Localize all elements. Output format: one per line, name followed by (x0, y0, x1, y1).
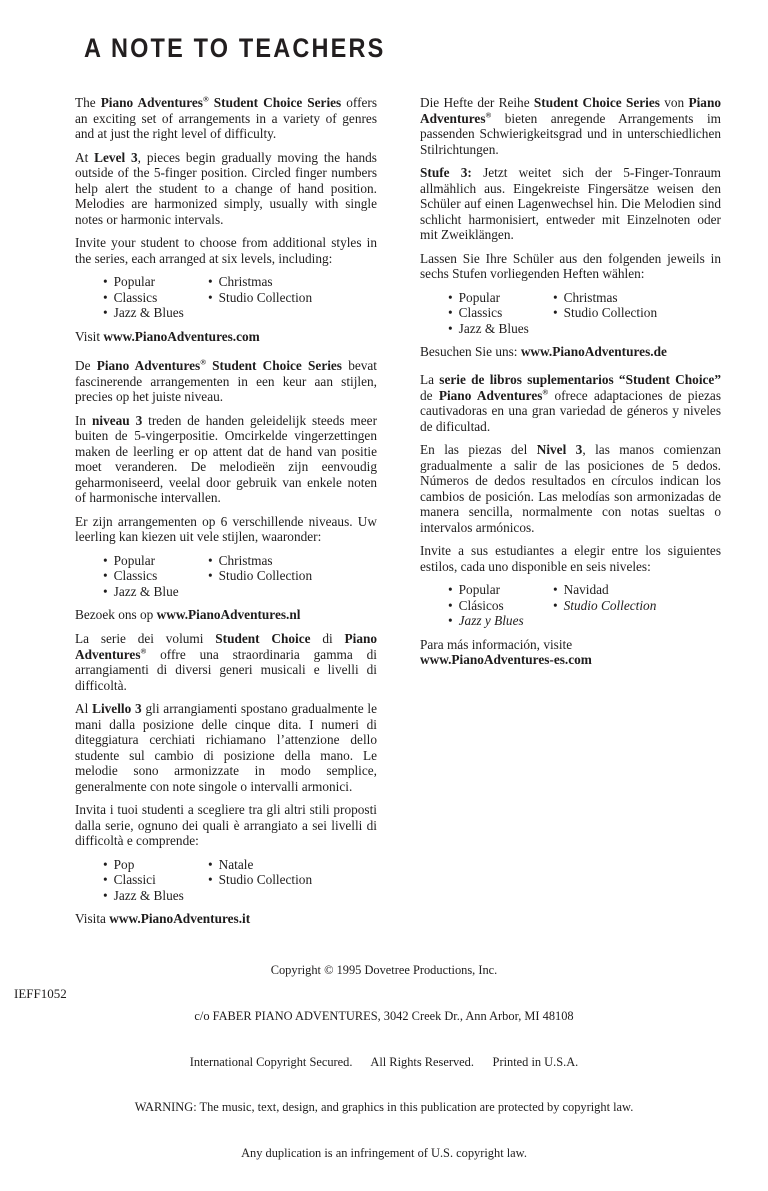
bullet-item (448, 598, 553, 614)
style-bullet-list (75, 553, 377, 600)
bullet-label: Studio Collection (563, 305, 658, 320)
paragraph: La serie de libros suplementarios “Student Choice” de Piano Adventures® ofrece adaptaciones de piezas cautivadoras en una gran variedad de géneros y niveles de dificultad. (420, 372, 721, 434)
bullet-icon: • (103, 289, 108, 305)
bullet-item (448, 305, 553, 321)
bullet-item (448, 613, 553, 629)
bullet-icon: • (103, 872, 108, 887)
style-bullet-list (75, 857, 377, 904)
bullet-icon: • (103, 274, 108, 289)
bullet-item (208, 290, 312, 306)
footer-warning-line: WARNING: The music, text, design, and graphics in this publication are protected by copyright law. (134, 1100, 634, 1115)
paragraph: At Level 3, pieces begin gradually moving the hands outside of the 5-finger position. Circled finger numbers help alert the student to a change of hand position. Melodies are harmonized simply, usually with single notes or harmonic intervals. (75, 149, 377, 227)
bullet-item (208, 553, 312, 569)
bullet-label: Classici (113, 872, 156, 887)
bullet-label: Christmas (218, 552, 273, 568)
paragraph: Invite your student to choose from additional styles in the series, each arranged at six levels, including: (75, 235, 377, 266)
bullet-label: Jazz & Blues (458, 320, 529, 336)
bullet-label: Navidad (563, 582, 609, 597)
bullet-item (553, 598, 656, 614)
paragraph: The Piano Adventures® Student Choice Series offers an exciting set of arrangements in a variety of genres and at just the right level of difficulty. (75, 94, 378, 141)
bullet-item (103, 290, 208, 306)
bullet-label: Clásicos (458, 597, 504, 613)
style-bullet-list (420, 290, 721, 337)
website-line: Para más información, visite www.PianoAdventures-es.com (420, 636, 592, 667)
paragraph: La serie dei volumi Student Choice di Piano Adventures® offre una straordinaria gamma di arrangiamenti di diversi generi musicali e livelli di difficoltà. (75, 631, 378, 693)
paragraph: Stufe 3: Jetzt weitet sich der 5-Finger-Tonraum allmählich aus. Eingekreiste Fingersätze weisen den Schüler auf einen Lagenwechsel hin. Die Melodien sind schlicht harmonisiert, entweder mit Einzelnoten oder mit Zweiklängen. (420, 165, 722, 242)
bullet-icon: • (103, 856, 108, 872)
footer-copyright-line: Copyright © 1995 Dovetree Productions, Inc. (270, 963, 498, 978)
paragraph: Lassen Sie Ihre Schüler aus den folgenden jeweils in sechs Stufen vorliegenden Heften wählen: (420, 250, 721, 281)
footer (0, 933, 768, 1191)
bullet-label: Jazz & Blues (113, 305, 184, 320)
bullet-label: Natale (218, 856, 254, 872)
section-spanish (420, 372, 721, 668)
bullet-label: Studio Collection (563, 597, 657, 613)
bullet-icon: • (103, 568, 108, 583)
style-bullet-list (420, 582, 721, 629)
paragraph: Die Hefte der Reihe Student Choice Series von Piano Adventures® bieten anregende Arrangements im passenden Schwierigkeitsgrad und in unterschiedlichen Stilrichtungen. (420, 95, 721, 157)
paragraph: Al Livello 3 gli arrangiamenti spostano gradualmente le mani dalla posizione delle cinque dita. I numeri di diteggiatura cerchiati richiamano l’attenzione dello studente sul cambio di posizione della mano. Le melodie sono armonizzate in modo semplice, generalmente con note singole o intervalli armonici. (75, 701, 377, 794)
bullet-icon: • (448, 613, 453, 628)
bullet-item (103, 584, 208, 600)
bullet-icon: • (448, 289, 453, 305)
bullet-item (208, 857, 312, 873)
bullet-label: Jazz & Blues (113, 887, 184, 903)
bullet-icon: • (103, 583, 108, 599)
website-line: Bezoek ons op www.PianoAdventures.nl (75, 607, 301, 622)
bullet-item (553, 582, 656, 598)
bullet-label: Pop (113, 856, 135, 872)
website-line: Besuchen Sie uns: www.PianoAdventures.de (420, 344, 667, 359)
bullet-item (103, 568, 208, 584)
website-line: Visit www.PianoAdventures.com (75, 328, 260, 344)
bullet-icon: • (448, 582, 453, 597)
paragraph: De Piano Adventures® Student Choice Series bevat fascinerende arrangementen in een keur aan stijlen, precies op het juiste niveau. (75, 357, 377, 404)
bullet-label: Christmas (218, 274, 273, 289)
bullet-icon: • (208, 568, 213, 583)
bullet-item (103, 274, 208, 290)
bullet-icon: • (208, 872, 213, 887)
bullet-item (208, 274, 312, 290)
bullet-item (208, 872, 312, 888)
bullet-item (448, 582, 553, 598)
bullet-icon: • (208, 289, 213, 305)
bullet-item (448, 321, 553, 337)
section-english (75, 95, 377, 344)
section-dutch (75, 358, 377, 623)
bullet-icon: • (553, 305, 558, 320)
page-title: A NOTE TO TEACHERS (84, 33, 386, 63)
bullet-label: Popular (113, 274, 156, 289)
bullet-item (103, 553, 208, 569)
bullet-label: Classics (113, 289, 158, 305)
bullet-icon: • (103, 305, 108, 320)
bullet-icon: • (103, 887, 108, 903)
paragraph: Invita i tuoi studenti a scegliere tra gli altri stili proposti dalla serie, ognuno dei quali è arrangiato a sei livelli di difficoltà e comprende: (75, 802, 377, 848)
footer-duplication-line: Any duplication is an infringement of U.S. copyright law. (241, 1145, 527, 1160)
paragraph: En las piezas del Nivel 3, las manos comienzan gradualmente a salir de las posiciones de 5 dedos. Números de dedos resultados en círculos indican los cambios de posición. Las melodías son armonizadas de manera sencilla, normalmente con notas sueltas o intervalos armónicos. (420, 442, 722, 535)
bullet-icon: • (448, 320, 453, 336)
bullet-label: Studio Collection (218, 289, 313, 305)
bullet-label: Christmas (563, 289, 618, 305)
bullet-item (103, 857, 208, 873)
bullet-icon: • (448, 597, 453, 613)
footer-address-line: c/o FABER PIANO ADVENTURES, 3042 Creek Dr., Ann Arbor, MI 48108 (194, 1009, 574, 1024)
bullet-label: Studio Collection (218, 872, 313, 887)
section-italian (75, 631, 377, 927)
bullet-label: Popular (458, 289, 501, 305)
bullet-icon: • (553, 582, 558, 597)
catalog-code: IEFF1052 (14, 986, 67, 1001)
footer-rights-line: International Copyright Secured. All Rights Reserved. Printed in U.S.A. (189, 1054, 579, 1069)
bullet-label: Popular (458, 582, 501, 597)
paragraph: In niveau 3 treden de handen geleidelijk steeds meer buiten de 5-vingerpositie. Omcirkelde vingerzettingen maken de leerling er op attent dat de hand van positie moet veranderen. De melodieën zijn eenvoudig geharmoniseerd, veelal door gebruik van enkele noten of harmonische intervallen. (75, 412, 377, 505)
bullet-label: Classics (458, 305, 503, 320)
website-line: Visita www.PianoAdventures.it (75, 911, 251, 926)
bullet-item (553, 305, 657, 321)
bullet-icon: • (208, 856, 213, 872)
bullet-icon: • (553, 289, 558, 305)
bullet-item (448, 290, 553, 306)
bullet-item (103, 872, 208, 888)
style-bullet-list (75, 274, 377, 321)
bullet-label: Jazz & Blue (113, 583, 179, 599)
bullet-label: Popular (113, 552, 156, 568)
bullet-label: Classics (113, 568, 158, 583)
bullet-item (103, 305, 208, 321)
bullet-icon: • (553, 597, 558, 613)
paragraph: Er zijn arrangementen op 6 verschillende niveaus. Uw leerling kan kiezen uit vele stijlen, waaronder: (75, 513, 377, 544)
bullet-icon: • (103, 552, 108, 568)
section-german (420, 95, 721, 360)
bullet-icon: • (208, 274, 213, 289)
bullet-icon: • (208, 552, 213, 568)
bullet-label: Jazz y Blues (458, 613, 524, 628)
bullet-label: Studio Collection (218, 568, 313, 583)
paragraph: Invite a sus estudiantes a elegir entre los siguientes estilos, cada uno disponible en seis niveles: (420, 543, 721, 574)
bullet-icon: • (448, 305, 453, 320)
bullet-item (103, 888, 208, 904)
bullet-item (553, 290, 657, 306)
bullet-item (208, 568, 312, 584)
